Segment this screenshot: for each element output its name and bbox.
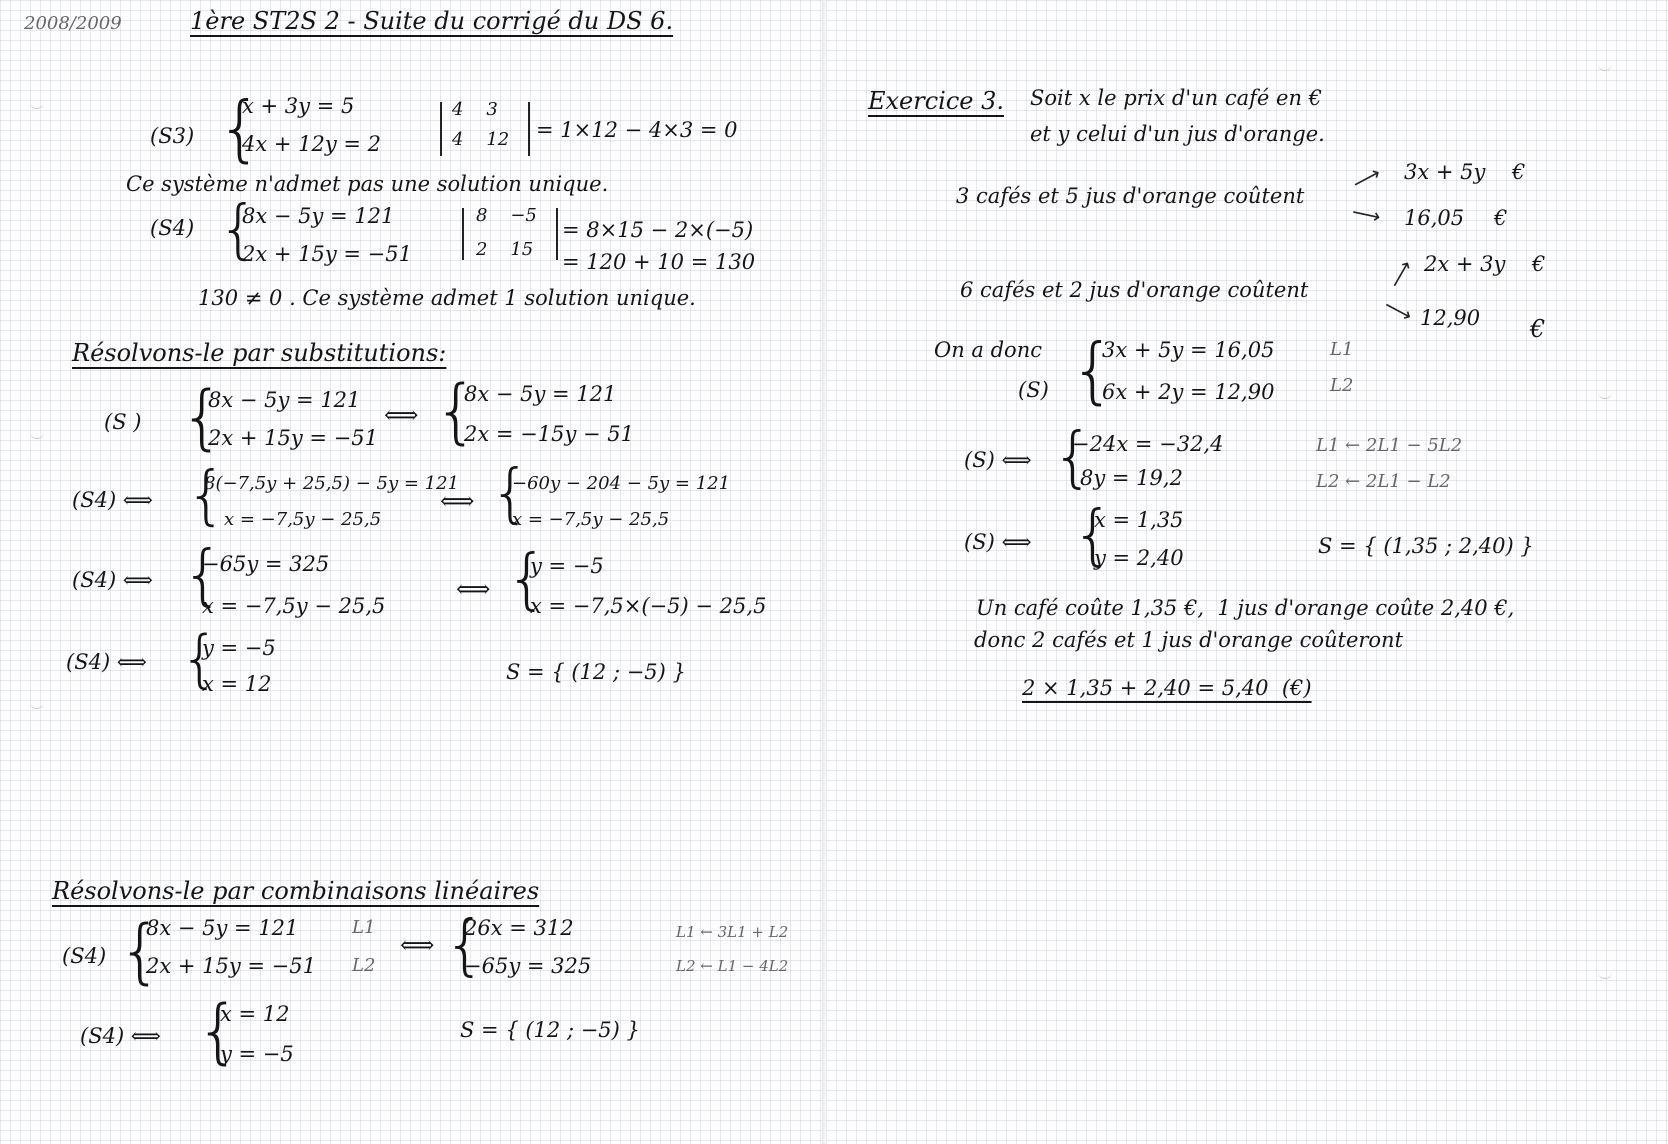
comb-row2-eq2: y = −5 [220, 1042, 294, 1066]
s4-eq1: 8x − 5y = 121 [242, 204, 395, 228]
s4-det-calc1: = 8×15 − 2×(−5) [562, 218, 754, 242]
s4-brace: { [218, 193, 259, 267]
ex3-line1-expr: 3x + 5y [1404, 160, 1486, 184]
comb-op1: L1 ← 3L1 + L2 [676, 923, 789, 941]
comb-eq1: 8x − 5y = 121 [146, 916, 299, 940]
sub-row3-eq3: y = −5 [530, 554, 604, 578]
sub-row1-eq1: 8x − 5y = 121 [208, 388, 361, 412]
arrow-down-right-icon: ⟶ [1349, 199, 1383, 229]
ex3-line2-val: 12,90 [1420, 306, 1481, 330]
s4-det-bar-left [462, 208, 464, 260]
sub-row2-eq2: x = −7,5y − 25,5 [224, 509, 382, 530]
substitution-heading: Résolvons-le par substitutions: [72, 339, 447, 367]
comb-arrow: ⟺ [400, 931, 435, 959]
ex3-conclusion1: Un café coûte 1,35 €, 1 jus d'orange coûte 2,40 €, [976, 596, 1515, 620]
sub-row1-eq3: 8x − 5y = 121 [464, 382, 617, 406]
comb-l2: L2 [352, 955, 376, 976]
right-grid-page [826, 0, 1668, 1144]
comb-l1: L1 [352, 917, 376, 938]
combinaisons-heading: Résolvons-le par combinaisons linéaires [52, 877, 540, 905]
ex3-line2-expr: 2x + 3y [1424, 252, 1506, 276]
ex3-line1-val: 16,05 [1404, 206, 1465, 230]
sub-row3-brace2: { [506, 540, 548, 617]
sub-row4-eq2: x = 12 [202, 672, 272, 696]
sub-row3-eq4: x = −7,5×(−5) − 25,5 [530, 594, 767, 618]
s3-det-bar-right [528, 102, 530, 156]
comb-eq2: 2x + 15y = −51 [146, 954, 316, 978]
s3-eq1: x + 3y = 5 [242, 94, 355, 118]
comb-solution: S = { (12 ; −5) } [460, 1018, 640, 1042]
ex3-step2-eq1: x = 1,35 [1094, 508, 1184, 532]
sub-row1-eq4: 2x = −15y − 51 [464, 422, 634, 446]
s3-conclusion: Ce système n'admet pas une solution unique. [126, 172, 609, 196]
arrow-up-right-icon: ⟶ [1382, 255, 1418, 293]
comb-row2-label: (S4) ⟺ [80, 1024, 161, 1048]
sub-row4-eq1: y = −5 [202, 636, 276, 660]
ex3-line2-val-euro: € [1530, 315, 1546, 343]
sub-row1-brace2: { [434, 370, 479, 452]
sub-row1-label: (S ) [104, 410, 142, 434]
ex3-final-result: 2 × 1,35 + 2,40 = 5,40 (€) [1022, 676, 1312, 700]
ex3-step1-op1: L1 ← 2L1 − 5L2 [1316, 435, 1463, 456]
ex3-system-label: (S) [1018, 378, 1049, 402]
ex3-system-brace: { [1070, 328, 1116, 412]
s4-det-row1: 8 −5 [476, 205, 537, 226]
comb-eq4: −65y = 325 [464, 954, 592, 978]
school-year: 2008/2009 [24, 13, 122, 34]
s4-label: (S4) [150, 216, 195, 240]
ex3-line2: 6 cafés et 2 jus d'orange coûtent [960, 278, 1309, 302]
sub-row4-label: (S4) ⟺ [66, 650, 147, 674]
ex3-step2-brace: { [1072, 496, 1114, 573]
comb-brace2: { [444, 906, 486, 983]
arrow-down-right-icon: ⟶ [1380, 292, 1417, 328]
comb-brace: { [118, 910, 163, 992]
sub-row1-brace: { [180, 376, 225, 458]
sub-row3-eq1: −65y = 325 [202, 552, 330, 576]
exercise3-heading: Exercice 3. [868, 87, 1005, 115]
s4-det-bar-right [556, 208, 558, 260]
sub-row4-brace: { [180, 622, 220, 695]
sub-row3-arrow: ⟺ [456, 575, 491, 603]
ex3-sys-l1: L1 [1330, 339, 1354, 360]
sub-row2-arrow: ⟺ [440, 487, 475, 515]
sub-row3-label: (S4) ⟺ [72, 568, 153, 592]
sub-row2-brace2: { [490, 457, 531, 531]
ex3-solution: S = { (1,35 ; 2,40) } [1318, 534, 1534, 558]
comb-row2-brace: { [196, 990, 241, 1072]
s3-brace: { [217, 86, 263, 170]
ex3-system-intro: On a donc [934, 338, 1042, 362]
s3-eq2: 4x + 12y = 2 [242, 132, 382, 156]
s3-det-row1: 4 3 [452, 99, 498, 120]
sub-row2-label: (S4) ⟺ [72, 488, 153, 512]
s3-det-calc: = 1×12 − 4×3 = 0 [536, 118, 738, 142]
sub-row1-arrow: ⟺ [384, 401, 419, 429]
ex3-step2-eq2: y = 2,40 [1094, 546, 1184, 570]
ex3-line1-euro: € [1512, 160, 1526, 184]
arrow-up-right-icon: ⟶ [1348, 160, 1385, 196]
ex3-step1-brace: { [1052, 418, 1094, 495]
ex3-step1-eq2: 8y = 19,2 [1080, 466, 1183, 490]
comb-label: (S4) [62, 944, 107, 968]
s4-det-row2: 2 15 [476, 239, 534, 260]
ex3-step2-label: (S) ⟺ [964, 530, 1032, 554]
ex3-intro-line1: Soit x le prix d'un café en € [1030, 86, 1323, 110]
sub-row3-brace: { [182, 536, 224, 613]
s4-det-calc2: = 120 + 10 = 130 [562, 250, 756, 274]
page-title: 1ère ST2S 2 - Suite du corrigé du DS 6. [190, 7, 674, 35]
ex3-line1: 3 cafés et 5 jus d'orange coûtent [956, 184, 1305, 208]
ex3-intro-line2: et y celui d'un jus d'orange. [1030, 122, 1325, 146]
ex3-line1-val-euro: € [1494, 206, 1508, 230]
comb-row2-eq1: x = 12 [220, 1002, 290, 1026]
ex3-step1-op2: L2 ← 2L1 − L2 [1316, 471, 1451, 492]
s4-eq2: 2x + 15y = −51 [242, 242, 412, 266]
page-fold [822, 0, 826, 1144]
sub-row2-eq4: x = −7,5y − 25,5 [512, 509, 670, 530]
ex3-sys-eq2: 6x + 2y = 12,90 [1102, 380, 1275, 404]
sub-row1-eq2: 2x + 15y = −51 [208, 426, 378, 450]
ex3-step1-eq1: −24x = −32,4 [1072, 432, 1224, 456]
sub-row2-eq1: 8(−7,5y + 25,5) − 5y = 121 [204, 473, 460, 494]
sub-row2-brace: { [186, 459, 227, 533]
comb-op2: L2 ← L1 − 4L2 [676, 957, 789, 975]
ex3-sys-l2: L2 [1330, 375, 1354, 396]
ex3-sys-eq1: 3x + 5y = 16,05 [1102, 338, 1275, 362]
ex3-conclusion2: donc 2 cafés et 1 jus d'orange coûteront [974, 628, 1404, 652]
sub-row2-eq3: −60y − 204 − 5y = 121 [512, 473, 731, 494]
comb-eq3: 26x = 312 [464, 916, 574, 940]
sub-solution: S = { (12 ; −5) } [506, 660, 686, 684]
s3-det-row2: 4 12 [452, 129, 510, 150]
ex3-step1-label: (S) ⟺ [964, 448, 1032, 472]
sub-row3-eq2: x = −7,5y − 25,5 [202, 594, 386, 618]
s4-conclusion: 130 ≠ 0 . Ce système admet 1 solution unique. [198, 286, 696, 310]
ex3-line2-euro: € [1532, 252, 1546, 276]
s3-det-bar-left [440, 102, 442, 156]
s3-label: (S3) [150, 124, 195, 148]
